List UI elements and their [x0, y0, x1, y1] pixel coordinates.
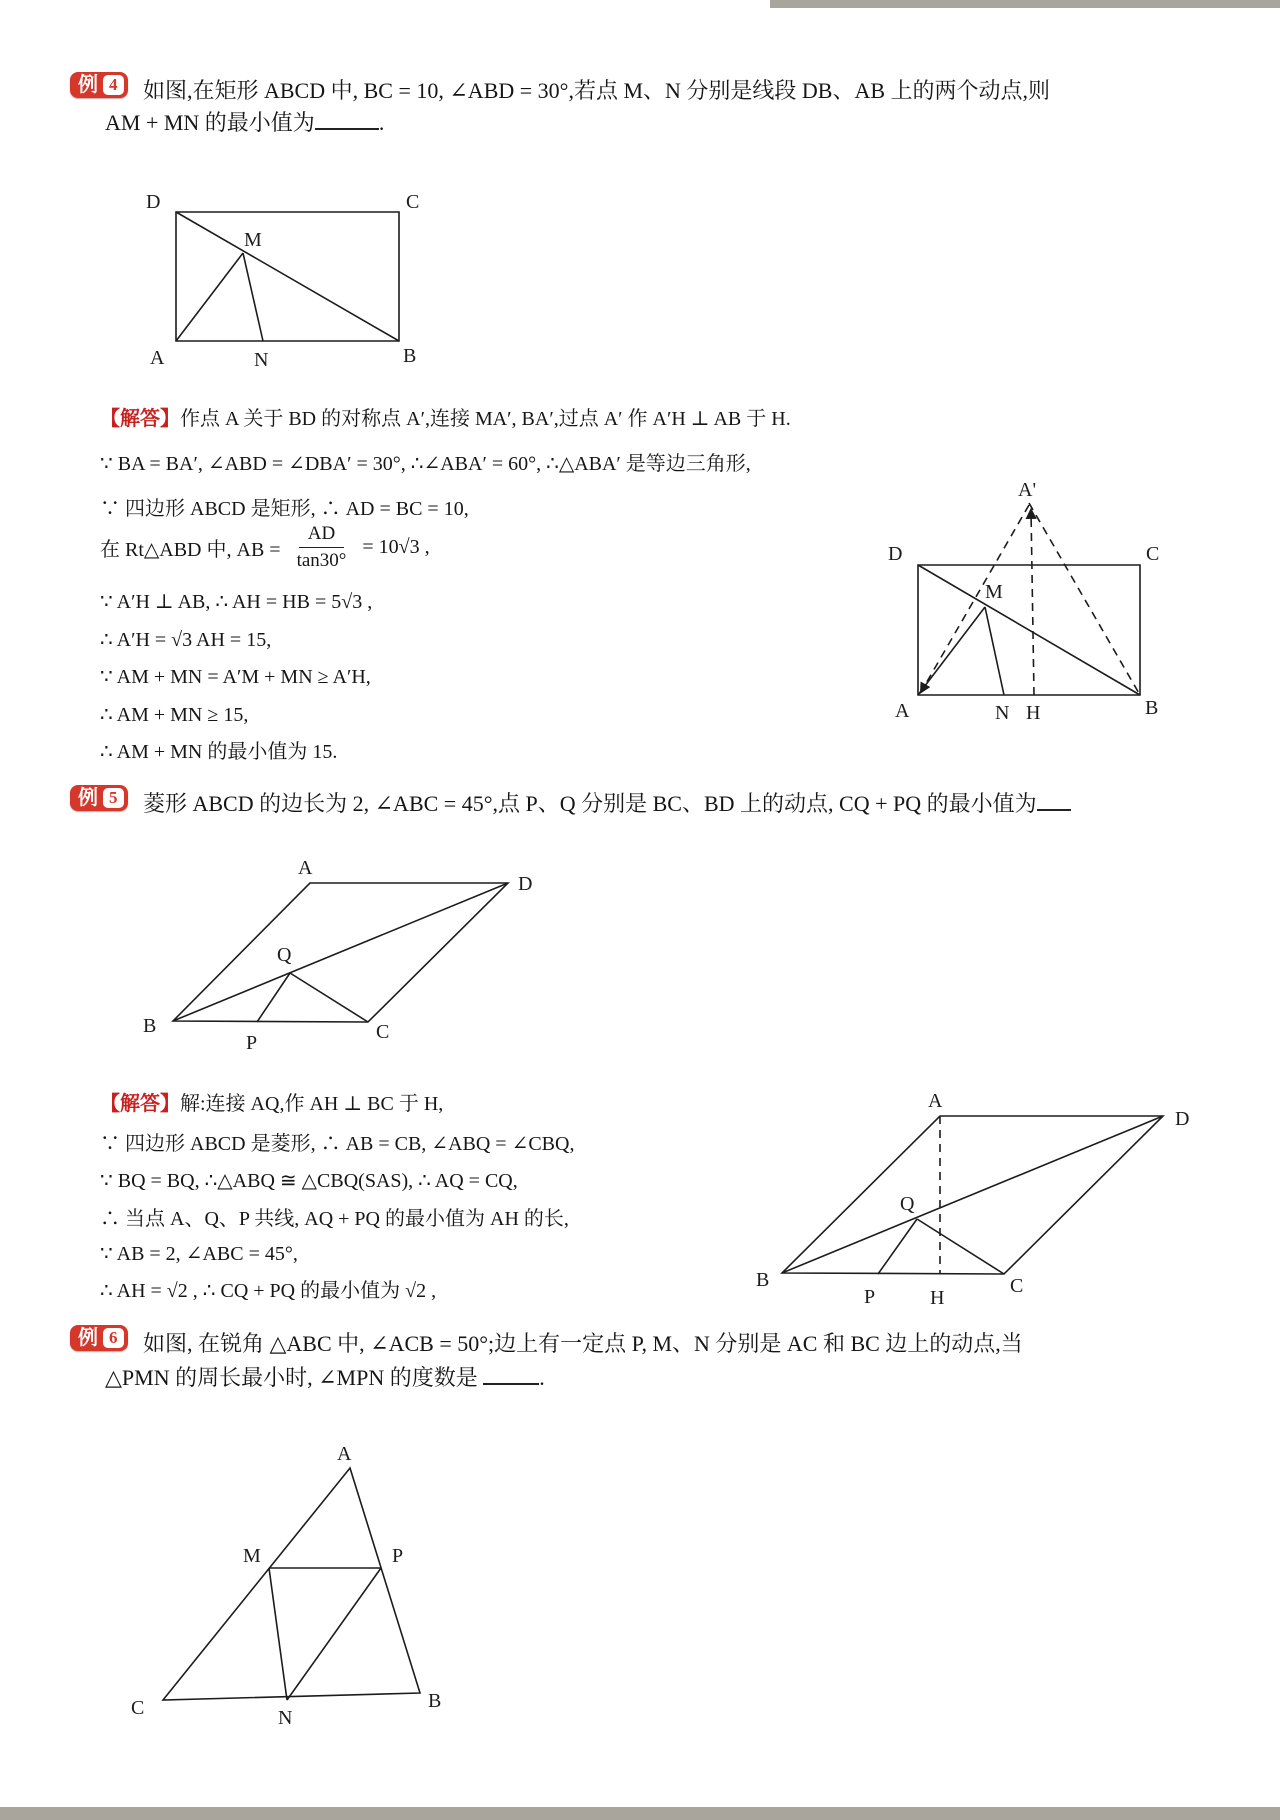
vertex-label-A: A: [928, 1090, 943, 1112]
example-5-problem-text: 菱形 ABCD 的边长为 2, ∠ABC = 45°,点 P、Q 分别是 BC、BD 上的动点, CQ + PQ 的最小值为: [143, 791, 1037, 816]
point-label-Q: Q: [900, 1193, 915, 1215]
example-6-badge-label: 例: [78, 1327, 98, 1349]
period: .: [378, 110, 385, 135]
dashed-segment-Aprime-B: [1029, 503, 1140, 695]
vertex-label-A: A: [337, 1443, 352, 1465]
fraction-denominator: tan30°: [296, 550, 347, 571]
point-label-P: P: [864, 1286, 876, 1308]
fraction-AD-over-tan30: [288, 523, 356, 572]
point-label-H: H: [1026, 702, 1041, 724]
segment-PN: [287, 1568, 381, 1700]
segment-AM: [918, 607, 985, 695]
figure-ex6-problem: [125, 1432, 455, 1732]
example-4-badge-number: 4: [103, 75, 124, 95]
segment-MN: [269, 1568, 287, 1700]
fraction-numerator: AD: [299, 523, 344, 548]
example-4-solution-line-4: [100, 523, 430, 572]
period: .: [539, 1365, 545, 1390]
vertex-label-C: C: [376, 1021, 390, 1043]
vertex-label-D: D: [888, 543, 903, 565]
dashed-segment-H-Aprime: [1031, 510, 1034, 695]
solution-text: 作点 A 关于 BD 的对称点 A′,连接 MA′, BA′,过点 A′ 作 A′H ⊥ AB 于 H.: [180, 408, 791, 430]
solution-text: 解:连接 AQ,作 AH ⊥ BC 于 H,: [180, 1093, 444, 1115]
vertex-label-C: C: [406, 191, 420, 213]
segment-QC: [917, 1219, 1004, 1274]
example-6-badge-number: 6: [103, 1328, 124, 1348]
example-5-solution-line-3: ∵ BQ = BQ, ∴△ABQ ≅ △CBQ(SAS), ∴ AQ = CQ,: [100, 1170, 518, 1192]
example-5-badge-number: 5: [103, 788, 124, 808]
vertex-label-D: D: [518, 873, 533, 895]
example-4-badge-label: 例: [78, 74, 98, 96]
point-label-A-prime: A': [1018, 479, 1037, 501]
example-5-problem-line-1: [143, 789, 1071, 819]
point-label-Q: Q: [277, 944, 292, 966]
figure-ex4-problem: [130, 165, 450, 380]
vertex-label-A: A: [298, 857, 313, 879]
diagonal-DB: [176, 212, 399, 341]
fraction-suffix: = 10√3 ,: [362, 536, 430, 558]
fraction-prefix: 在 Rt△ABD 中, AB =: [100, 539, 281, 561]
vertex-label-D: D: [1175, 1108, 1190, 1130]
point-label-M: M: [244, 229, 262, 251]
point-label-P: P: [392, 1545, 404, 1567]
example-5-solution-line-6: ∴ AH = √2 , ∴ CQ + PQ 的最小值为 √2 ,: [100, 1280, 437, 1302]
vertex-label-B: B: [403, 345, 417, 367]
solution-tag: 【解答】: [100, 408, 180, 430]
example-4-problem-line-2: [105, 108, 384, 138]
example-5-badge: [70, 785, 128, 811]
scan-edge-bottom: [0, 1807, 1280, 1820]
answer-blank: [483, 1366, 539, 1385]
vertex-label-B: B: [756, 1269, 770, 1291]
example-4-solution-line-7: ∵ AM + MN = A′M + MN ≥ A′H,: [100, 666, 371, 688]
point-label-M: M: [985, 581, 1003, 603]
diagonal-BD: [782, 1116, 1163, 1273]
segment-MN: [985, 607, 1004, 695]
point-label-P: P: [246, 1032, 258, 1054]
segment-QC: [290, 973, 368, 1022]
example-4-problem-line-2-text: AM + MN 的最小值为: [105, 110, 315, 135]
example-4-solution-line-6: ∴ A′H = √3 AH = 15,: [100, 629, 272, 651]
example-4-solution-line-2: ∵ BA = BA′, ∠ABD = ∠DBA′ = 30°, ∴∠ABA′ = 60°, ∴△ABA′ 是等边三角形,: [100, 453, 751, 475]
example-6-badge: [70, 1325, 128, 1351]
vertex-label-C: C: [1010, 1275, 1024, 1297]
segment-AM: [176, 253, 243, 341]
example-4-solution-line-9: ∴ AM + MN 的最小值为 15.: [100, 741, 338, 763]
triangle-ABC: [163, 1468, 420, 1700]
example-4-solution-line-8: ∴ AM + MN ≥ 15,: [100, 704, 249, 726]
example-6-problem-line-2-text: △PMN 的周长最小时, ∠MPN 的度数是: [105, 1365, 478, 1390]
vertex-label-B: B: [1145, 697, 1159, 719]
example-4-problem-line-1: 如图,在矩形 ABCD 中, BC = 10, ∠ABD = 30°,若点 M、N 分别是线段 DB、AB 上的两个动点,则: [143, 78, 1051, 103]
scan-edge-top: [770, 0, 1280, 8]
figure-ex5-problem: [130, 848, 550, 1060]
point-label-N: N: [995, 702, 1010, 724]
vertex-label-B: B: [428, 1690, 442, 1712]
example-5-badge-label: 例: [78, 787, 98, 809]
example-4-solution-line-1: [100, 405, 791, 433]
point-label-M: M: [243, 1545, 261, 1567]
segment-QP: [878, 1219, 917, 1274]
vertex-label-D: D: [146, 191, 161, 213]
figure-ex4-solution: [885, 470, 1180, 730]
example-5-solution-line-4: ∴ 当点 A、Q、P 共线, AQ + PQ 的最小值为 AH 的长,: [100, 1208, 569, 1230]
solution-tag: 【解答】: [100, 1093, 180, 1115]
example-6-problem-line-1: 如图, 在锐角 △ABC 中, ∠ACB = 50°;边上有一定点 P, M、N 分别是 AC 和 BC 边上的动点,当: [143, 1331, 1023, 1356]
example-4-badge: [70, 72, 128, 98]
example-6-problem-line-2: [105, 1363, 545, 1393]
answer-blank: [1037, 792, 1071, 811]
vertex-label-B: B: [143, 1015, 157, 1037]
point-label-N: N: [254, 349, 269, 371]
diagonal-DB: [918, 565, 1140, 695]
vertex-label-A: A: [150, 347, 165, 369]
vertex-label-C: C: [1146, 543, 1160, 565]
segment-MN: [243, 253, 263, 341]
example-5-solution-line-2: ∵ 四边形 ABCD 是菱形, ∴ AB = CB, ∠ABQ = ∠CBQ,: [100, 1133, 575, 1155]
example-4-solution-line-5: ∵ A′H ⊥ AB, ∴ AH = HB = 5√3 ,: [100, 591, 373, 613]
vertex-label-A: A: [895, 700, 910, 722]
example-5-solution-line-5: ∵ AB = 2, ∠ABC = 45°,: [100, 1243, 298, 1265]
diagonal-BD: [173, 883, 508, 1021]
example-4-solution-line-3: ∵ 四边形 ABCD 是矩形, ∴ AD = BC = 10,: [100, 498, 469, 520]
point-label-N: N: [278, 1707, 293, 1729]
figure-ex5-solution: [750, 1088, 1215, 1313]
example-5-solution-line-1: [100, 1090, 443, 1118]
point-label-H: H: [930, 1287, 945, 1309]
answer-blank: [315, 111, 379, 130]
vertex-label-C: C: [131, 1697, 145, 1719]
